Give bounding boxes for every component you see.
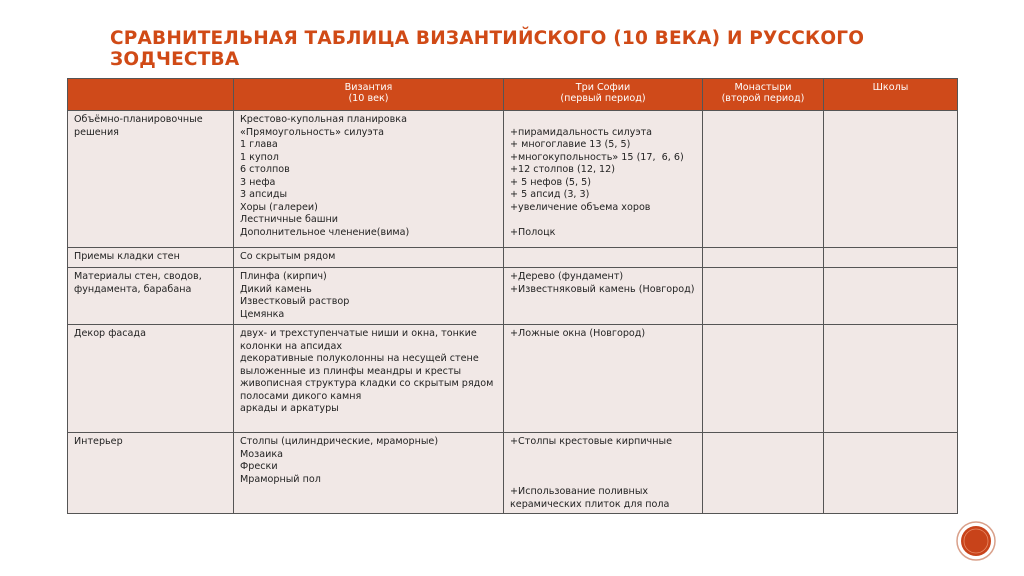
cell-line: +Использование поливных керамических плиток для пола [510, 486, 670, 510]
cell-line: +Известняковый камень (Новгород) [510, 283, 695, 295]
cell-line: Столпы (цилиндрические, мраморные) [240, 436, 439, 447]
row-label: Приемы кладки стен [68, 248, 234, 268]
cell-line: Известковый раствор [240, 296, 350, 307]
cell-line: 3 нефа [240, 176, 276, 188]
cell-line: Хоры (галереи) [240, 201, 318, 213]
cell-line: Со скрытым рядом [240, 251, 336, 262]
row-label: Декор фасада [68, 325, 234, 433]
row-label: Интерьер [68, 433, 234, 514]
byzantium-cell [234, 325, 504, 433]
cell-line: Дополнительное членение(вима) [240, 226, 410, 238]
schools-cell [824, 325, 958, 433]
cell-line: 3 апсиды [240, 189, 288, 200]
cell-line: 1 глава [240, 139, 278, 150]
sofia-cell [504, 325, 703, 433]
cell-line: Мраморный пол [240, 473, 321, 485]
schools-cell [824, 111, 958, 248]
row-label: Объёмно-планировочные решения [68, 111, 234, 248]
cell-line: +увеличение объема хоров [510, 201, 651, 213]
schools-cell [824, 268, 958, 325]
sofia-cell [504, 268, 703, 325]
cell-line: +пирамидальность силуэта [510, 126, 653, 138]
cell-line: +Полоцк [510, 226, 556, 238]
cell-line [510, 251, 696, 264]
cell-line: +12 столпов (12, 12) [510, 164, 616, 175]
monasteries-cell [703, 325, 824, 433]
monasteries-cell [703, 111, 824, 248]
page-title: СРАВНИТЕЛЬНАЯ ТАБЛИЦА ВИЗАНТИЙСКОГО (10 ВЕКА) И РУССКОГО ЗОДЧЕСТВА [110, 28, 865, 70]
circular-seal-icon [955, 520, 997, 562]
header-row [68, 79, 958, 111]
header-monasteries: Монастыри (второй период) [703, 79, 824, 111]
cell-line [510, 474, 696, 487]
header-sofia: Три Софии (первый период) [504, 79, 703, 111]
cell-line: +Столпы крестовые кирпичные [510, 436, 672, 447]
byzantium-cell [234, 111, 504, 248]
table-row [68, 248, 958, 268]
row-label: Материалы стен, сводов, фундамента, барабана [68, 268, 234, 325]
cell-line: Плинфа (кирпич) [240, 271, 327, 282]
cell-line [510, 214, 696, 227]
sofia-cell [504, 111, 703, 248]
cell-line: +Дерево (фундамент) [510, 271, 624, 282]
monasteries-cell [703, 248, 824, 268]
cell-line: + многоглавие 13 (5, 5) [510, 139, 631, 150]
table-row [68, 111, 958, 248]
header-byzantium: Византия (10 век) [234, 79, 504, 111]
byzantium-cell [234, 268, 504, 325]
sofia-cell [504, 433, 703, 514]
header-empty [68, 79, 234, 111]
monasteries-cell [703, 433, 824, 514]
sofia-cell [504, 248, 703, 268]
cell-line: Фрески [240, 461, 278, 472]
cell-line [510, 114, 696, 127]
comparison-table [67, 78, 958, 514]
cell-line: + 5 апсид (3, 3) [510, 189, 590, 200]
table-row [68, 268, 958, 325]
cell-line: Мозаика [240, 448, 284, 460]
cell-line: + 5 нефов (5, 5) [510, 176, 591, 188]
cell-line [510, 449, 696, 462]
cell-line: Дикий камень [240, 283, 312, 295]
byzantium-cell [234, 248, 504, 268]
schools-cell [824, 433, 958, 514]
table-row [68, 433, 958, 514]
cell-line: 6 столпов [240, 164, 290, 175]
header-schools: Школы [824, 79, 958, 111]
cell-line: 1 купол [240, 151, 279, 163]
cell-line: Цемянка [240, 308, 285, 320]
cell-line: +многокупольность» 15 (17, 6, 6) [510, 151, 684, 163]
cell-line: живописная структура кладки со скрытым рядом полосами дикого камня [240, 378, 500, 402]
cell-line: «Прямоугольность» силуэта [240, 126, 385, 138]
cell-line: +Ложные окна (Новгород) [510, 328, 646, 339]
cell-line: Лестничные башни [240, 214, 339, 225]
cell-line [510, 461, 696, 474]
byzantium-cell [234, 433, 504, 514]
schools-cell [824, 248, 958, 268]
cell-line: Крестово-купольная планировка [240, 114, 407, 125]
cell-line: выложенные из плинфы меандры и кресты [240, 365, 462, 377]
cell-line: двух- и трехступенчатые ниши и окна, тонкие колонки на апсидах [240, 328, 480, 352]
monasteries-cell [703, 268, 824, 325]
cell-line: аркады и аркатуры [240, 403, 339, 414]
table-row [68, 325, 958, 433]
cell-line: декоративные полуколонны на несущей стене [240, 353, 479, 364]
